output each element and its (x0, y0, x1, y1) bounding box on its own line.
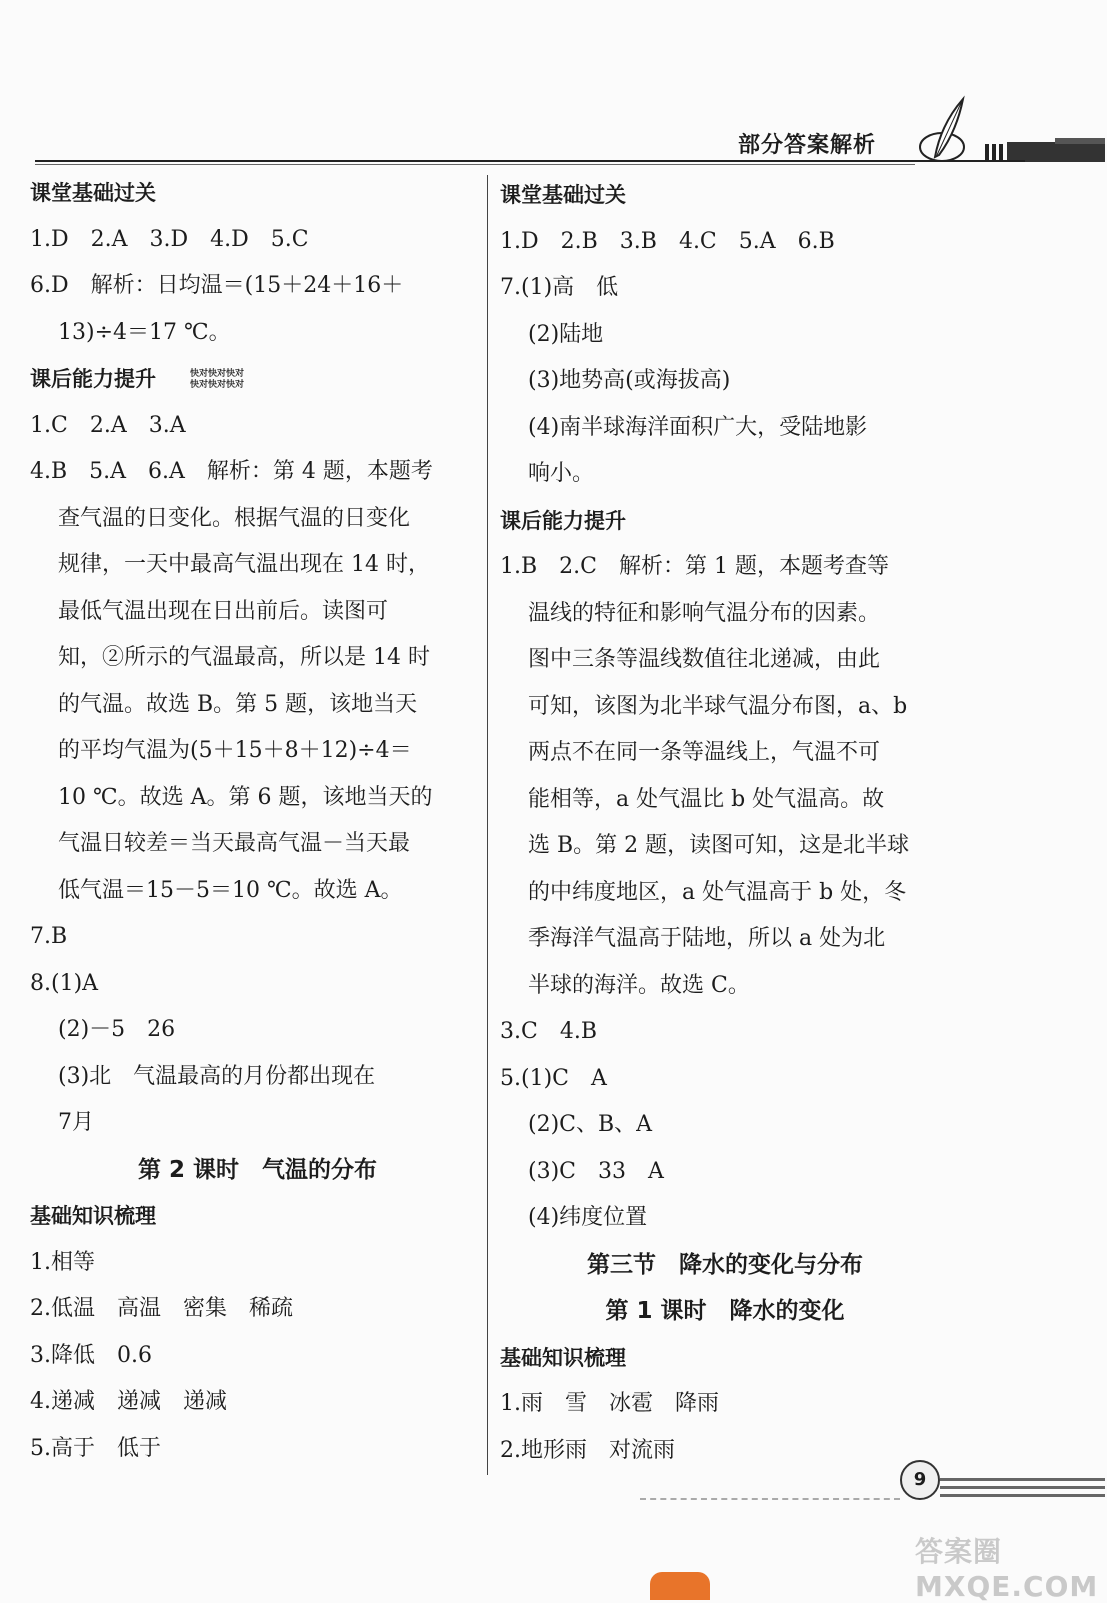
line-text: 1.相等 (30, 1249, 95, 1275)
line-text: (3)地势高(或海拔高) (528, 368, 731, 393)
line-text: (3)北 气温最高的月份都出现在 (58, 1063, 376, 1089)
line-text: 5.高于 低于 (30, 1435, 161, 1461)
answer-line (500, 358, 950, 405)
answer-line (30, 263, 485, 310)
section-heading (500, 172, 950, 219)
line-text: 2.低温 高温 密集 稀疏 (30, 1296, 293, 1321)
line-text: 最低气温出现在日出前后。读图可 (58, 598, 389, 624)
answer-line (500, 1102, 950, 1149)
line-text: 7.B (30, 924, 68, 949)
answer-line (500, 730, 950, 777)
section-heading (500, 1242, 950, 1289)
line-text: 3.降低 0.6 (30, 1342, 152, 1368)
line-text: 两点不在同一条等温线上，气温不可 (528, 740, 881, 765)
line-text: 的中纬度地区，a 处气温高于 b 处，冬 (528, 879, 907, 905)
answer-line (500, 870, 950, 917)
line-text: 课堂基础过关 (30, 181, 156, 205)
answer-line (500, 777, 950, 824)
answer-line (500, 451, 950, 498)
line-text: 选 B。第 2 题，读图可知，这是北半球 (528, 833, 910, 858)
answer-line (30, 589, 485, 636)
answer-line (30, 1426, 485, 1473)
answer-line (500, 544, 950, 591)
line-text: (2)－5 26 (58, 1017, 176, 1042)
answer-line (30, 310, 485, 357)
section-heading (30, 1193, 485, 1240)
line-text: 季海洋气温高于陆地，所以 a 处为北 (528, 926, 886, 951)
answer-line (500, 265, 950, 312)
answer-line (30, 1007, 485, 1054)
answer-line (500, 1056, 950, 1103)
line-text: 温线的特征和影响气温分布的因素。 (528, 600, 881, 626)
answer-line (30, 1286, 485, 1333)
line-text: 1.D 2.B 3.B 4.C 5.A 6.B (500, 228, 835, 254)
left-column (30, 170, 485, 1472)
line-text: 第三节 降水的变化与分布 (587, 1251, 863, 1278)
answer-line (30, 1333, 485, 1380)
line-text: 可知，该图为北半球气温分布图，a、b (528, 693, 908, 719)
line-text: 课后能力提升 (500, 508, 626, 533)
watermark: 答案圈 MXQE.COM (915, 1535, 1099, 1603)
line-text: (2)C、B、A (528, 1112, 653, 1137)
line-text: 规律，一天中最高气温出现在 14 时， (58, 552, 430, 577)
line-text: 图中三条等温线数值往北递减，由此 (528, 647, 881, 672)
line-text: 10 ℃。故选 A。第 6 题，该地当天的 (58, 784, 433, 810)
answer-line (500, 219, 950, 266)
answer-line (500, 591, 950, 638)
answer-line (500, 1195, 950, 1242)
section-heading (500, 1335, 950, 1382)
answer-line (30, 1379, 485, 1426)
line-text: 13)÷4＝17 ℃。 (58, 319, 231, 345)
answer-line (30, 1240, 485, 1287)
line-text: 气温日较差＝当天最高气温－当天最 (58, 831, 411, 856)
line-text: 的平均气温为(5＋15＋8＋12)÷4＝ (58, 738, 412, 763)
line-text: 5.(1)C A (500, 1065, 607, 1091)
header-rule (35, 160, 1025, 162)
line-text: 1.雨 雪 冰雹 降雨 (500, 1391, 719, 1416)
bottom-logo-icon (650, 1572, 710, 1600)
answer-line (30, 496, 485, 543)
line-text: 查气温的日变化。根据气温的日变化 (58, 505, 411, 531)
line-text: 课后能力提升 (30, 367, 156, 391)
answer-line (500, 916, 950, 963)
footer-dashed-line (640, 1498, 900, 1500)
answer-line (500, 1381, 950, 1428)
line-text: 1.C 2.A 3.A (30, 412, 186, 438)
line-text: 8.(1)A (30, 970, 99, 996)
line-text: (4)纬度位置 (528, 1205, 648, 1230)
feather-pen-icon (915, 95, 970, 165)
section-heading (30, 356, 485, 403)
column-divider (487, 175, 488, 1475)
line-text: 6.D 解析：日均温＝(15＋24＋16＋ (30, 273, 404, 298)
section-heading (500, 1288, 950, 1335)
answer-line (500, 684, 950, 731)
answer-line (500, 823, 950, 870)
line-text: 3.C 4.B (500, 1019, 597, 1044)
line-text: 4.B 5.A 6.A 解析：第 4 题，本题考 (30, 459, 433, 484)
answer-line (30, 821, 485, 868)
answer-line (500, 1009, 950, 1056)
section-heading (30, 1147, 485, 1194)
page-number: 9 (900, 1460, 940, 1500)
header-rule-thin (35, 164, 915, 165)
line-text: 1.D 2.A 3.D 4.D 5.C (30, 226, 309, 252)
section-heading (30, 170, 485, 217)
line-text: 低气温＝15－5＝10 ℃。故选 A。 (58, 877, 403, 903)
header-title: 部分答案解析 (738, 133, 877, 158)
line-text: 第 1 课时 降水的变化 (605, 1298, 845, 1324)
answer-line (500, 963, 950, 1010)
stamp-mark: 快对快对快对 快对快对快对 (190, 369, 245, 390)
answer-line (30, 868, 485, 915)
answer-line (30, 542, 485, 589)
line-text: 1.B 2.C 解析：第 1 题，本题考查等 (500, 554, 889, 579)
line-text: 基础知识梳理 (30, 1204, 156, 1228)
answer-line (500, 1428, 950, 1475)
answer-line (30, 682, 485, 729)
answer-line (30, 914, 485, 961)
answer-line (500, 312, 950, 359)
line-text: 2.地形雨 对流雨 (500, 1437, 675, 1463)
line-text: 第 2 课时 气温的分布 (137, 1156, 378, 1183)
line-text: 的气温。故选 B。第 5 题，该地当天 (58, 691, 418, 717)
line-text: (4)南半球海洋面积广大，受陆地影 (528, 414, 868, 440)
answer-line (30, 635, 485, 682)
answer-line (500, 637, 950, 684)
answer-line (30, 728, 485, 775)
line-text: (3)C 33 A (528, 1158, 664, 1184)
answer-line (500, 405, 950, 452)
answer-line (30, 961, 485, 1008)
answer-line (30, 1054, 485, 1101)
line-text: 知，②所示的气温最高，所以是 14 时 (58, 645, 430, 670)
right-column (500, 172, 950, 1474)
line-text: 课堂基础过关 (500, 183, 626, 207)
section-heading (500, 498, 950, 545)
answer-line (30, 403, 485, 450)
line-text: 响小。 (528, 461, 595, 486)
line-text: 基础知识梳理 (500, 1345, 626, 1370)
answer-line (30, 1100, 485, 1147)
line-text: 7月 (58, 1110, 94, 1135)
answer-line (500, 1149, 950, 1196)
answer-line (30, 449, 485, 496)
line-text: 半球的海洋。故选 C。 (528, 972, 750, 998)
answer-line (30, 217, 485, 264)
line-text: (2)陆地 (528, 321, 604, 347)
footer-decorative-lines (940, 1478, 1105, 1502)
answer-line (30, 775, 485, 822)
line-text: 能相等，a 处气温比 b 处气温高。故 (528, 786, 885, 812)
line-text: 7.(1)高 低 (500, 275, 619, 300)
line-text: 4.递减 递减 递减 (30, 1389, 227, 1414)
